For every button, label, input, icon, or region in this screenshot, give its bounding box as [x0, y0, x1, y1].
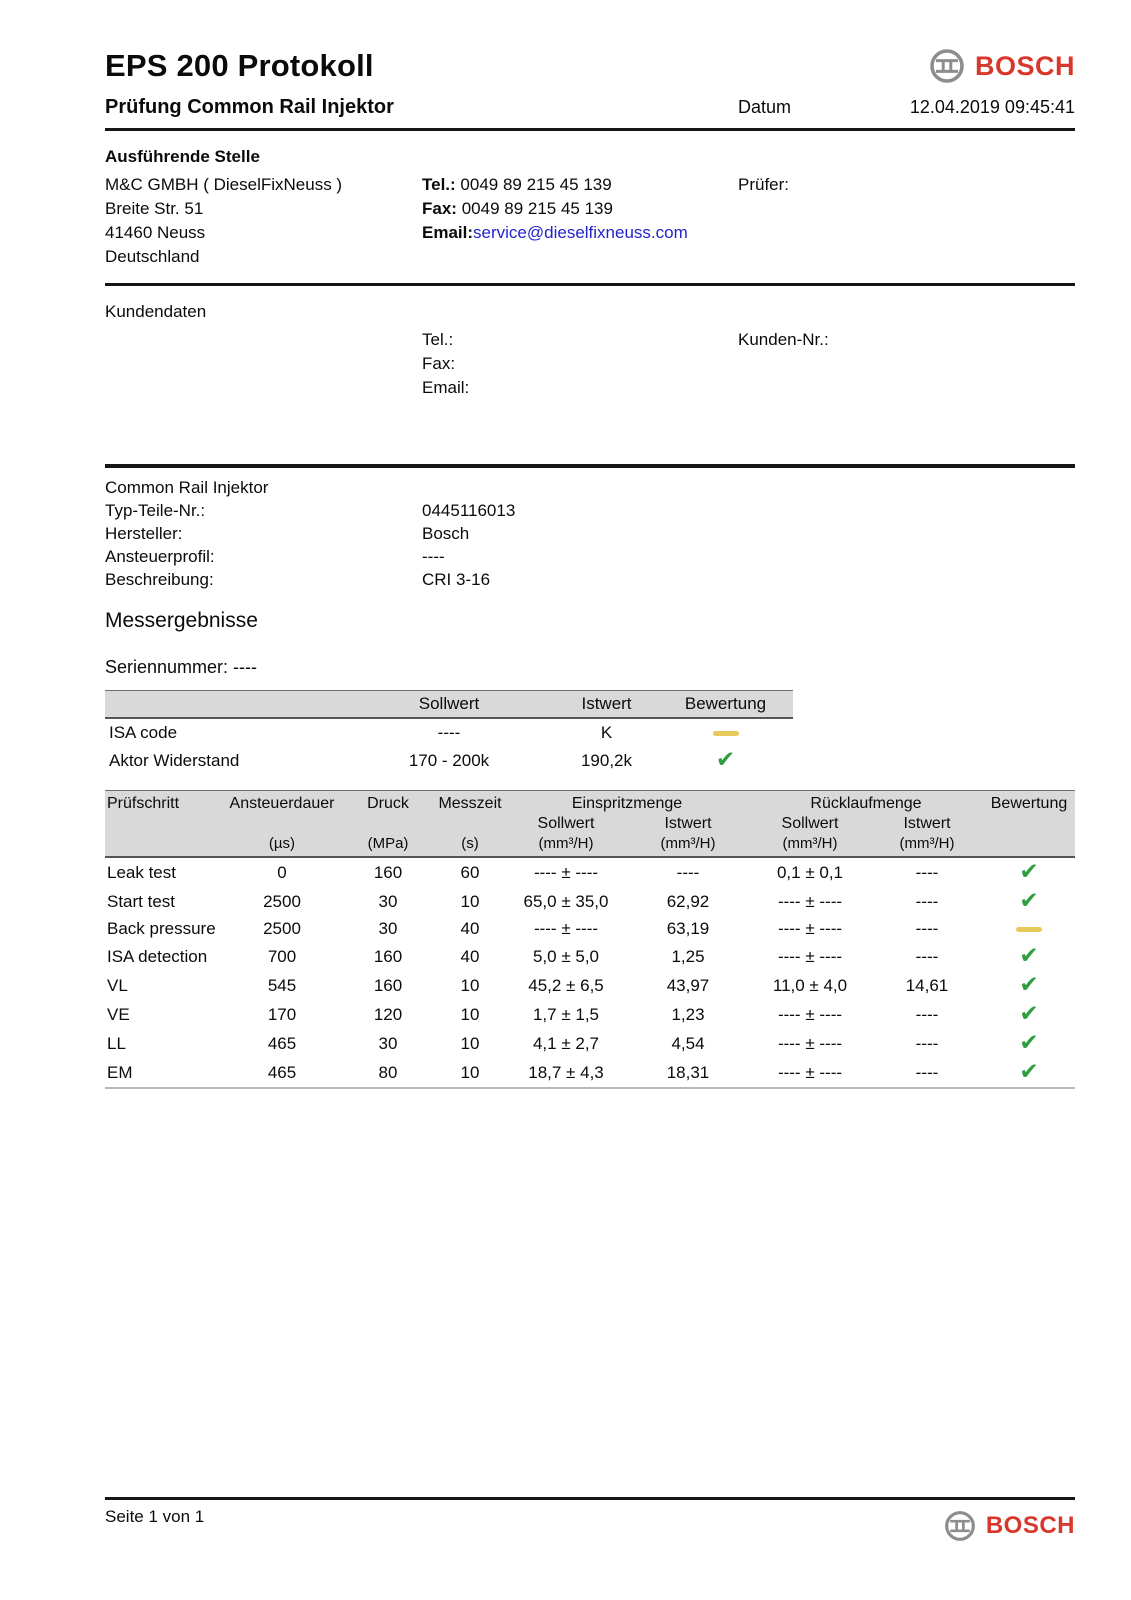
unit-cell-empty [105, 834, 223, 857]
table-cell: EM [105, 1058, 223, 1088]
table-cell: 160 [373, 862, 403, 882]
table-cell: ---- ± ---- [777, 946, 843, 966]
table-cell: Back pressure [107, 919, 216, 938]
header-cell-empty [105, 691, 343, 719]
evaluation-icon [1019, 945, 1038, 968]
performer-heading: Ausführende Stelle [105, 147, 260, 166]
evaluation-icon [716, 749, 735, 772]
subheader-istwert: Istwert [627, 814, 749, 834]
header-cell-empty [223, 814, 341, 834]
evaluation-icon [713, 724, 739, 741]
footer [105, 1497, 1075, 1542]
table-cell: ---- ± ---- [533, 919, 599, 938]
table-row [105, 1029, 1075, 1058]
header-group-einspritzmenge: Einspritzmenge [505, 791, 749, 815]
date-label: Datum [738, 97, 792, 117]
subtitle-row [105, 96, 1075, 119]
table-cell: 0 [277, 862, 287, 882]
header-cell-messzeit: Messzeit [435, 791, 505, 815]
table-cell: ---- ± ---- [777, 919, 843, 938]
injector-field-row [105, 545, 1075, 568]
table-row [105, 745, 793, 774]
table-cell: 65,0 ± 35,0 [523, 891, 609, 911]
table-cell: Aktor Widerstand [109, 750, 240, 770]
table-cell: 10 [435, 1058, 505, 1088]
customer-number [738, 328, 1075, 400]
table-row [105, 971, 1075, 1000]
subheader-sollwert: Sollwert [505, 814, 627, 834]
email-link[interactable]: service@dieselfixneuss.com [473, 223, 688, 242]
customer-email-label: Email: [422, 378, 470, 397]
bosch-armature-icon [944, 1510, 976, 1542]
injector-field-row [105, 499, 1075, 522]
page-number: Seite 1 von 1 [105, 1507, 205, 1526]
table-cell: 2500 [263, 891, 301, 911]
table-cell: VL [107, 975, 128, 995]
table-cell: 30 [378, 919, 398, 938]
address-line: M&C GMBH ( DieselFixNeuss ) [105, 175, 343, 194]
evaluation-icon [1019, 974, 1038, 997]
header-cell-sollwert: Sollwert [343, 691, 555, 719]
table-cell: ---- ± ---- [777, 1004, 843, 1024]
date-block [738, 97, 1075, 118]
address-line: Breite Str. 51 [105, 199, 204, 218]
tel-label: Tel.: [422, 175, 456, 194]
table-cell: 160 [373, 946, 403, 966]
table-cell: 2500 [263, 919, 301, 938]
table-cell: ---- [915, 1004, 939, 1024]
field-label: Beschreibung: [105, 570, 214, 589]
table-row [105, 887, 1075, 916]
email-label: Email: [422, 223, 474, 242]
table-cell: 4,1 ± 2,7 [532, 1033, 600, 1053]
fax-label: Fax: [422, 199, 457, 218]
header-group-ruecklaufmenge: Rücklaufmenge [749, 791, 983, 815]
table-cell [983, 942, 1075, 971]
header-cell-empty [341, 814, 435, 834]
injector-section [105, 468, 1075, 591]
tel-value: 0049 89 215 45 139 [460, 175, 612, 194]
table-cell: 1,7 ± 1,5 [532, 1004, 600, 1024]
header-cell-empty [983, 814, 1075, 834]
table-row [105, 916, 1075, 942]
results-heading: Messergebnisse [105, 609, 258, 632]
table-cell: 80 [341, 1058, 435, 1088]
header-cell-istwert: Istwert [555, 691, 658, 719]
pruefer-label: Prüfer: [738, 175, 790, 194]
unit-cell-mpa: (MPa) [341, 834, 435, 857]
header-cell-bewertung: Bewertung [658, 691, 793, 719]
table-cell: 465 [223, 1058, 341, 1088]
table-cell: ---- [871, 1058, 983, 1088]
table-subheader-row [105, 814, 1075, 834]
address-line: 41460 Neuss [105, 223, 206, 242]
table-cell: 545 [267, 975, 297, 995]
field-value: CRI 3-16 [422, 570, 491, 589]
summary-table [105, 690, 793, 774]
header-cell-druck: Druck [341, 791, 435, 815]
bosch-logo-footer [944, 1510, 1075, 1542]
bosch-armature-icon [929, 48, 965, 84]
table-row [105, 1058, 1075, 1088]
table-cell: 10 [460, 1033, 480, 1053]
date-value: 12.04.2019 09:45:41 [909, 97, 1075, 117]
table-cell: 10 [460, 891, 480, 911]
table-cell: 1,25 [671, 946, 705, 966]
table-cell: ISA code [109, 723, 178, 742]
table-cell: ---- [915, 1033, 939, 1053]
table-cell: ---- [915, 862, 939, 882]
evaluation-icon [1016, 920, 1042, 937]
table-cell: 40 [460, 946, 480, 966]
header-cell-ansteuerdauer: Ansteuerdauer [223, 791, 341, 815]
document-subtitle: Prüfung Common Rail Injektor [105, 96, 394, 118]
unit-cell-us: (µs) [223, 834, 341, 857]
customer-fax-label: Fax: [422, 354, 456, 373]
table-cell: 120 [373, 1004, 403, 1024]
table-cell [983, 887, 1075, 916]
injector-heading: Common Rail Injektor [105, 478, 269, 497]
table-cell: 18,7 ± 4,3 [505, 1058, 627, 1088]
performer-section [105, 131, 1075, 281]
table-row [105, 942, 1075, 971]
injector-field-row [105, 568, 1075, 591]
address-line: Deutschland [105, 247, 200, 266]
table-cell: ---- [676, 862, 700, 882]
fax-value: 0049 89 215 45 139 [461, 199, 613, 218]
page-title: EPS 200 Protokoll [105, 48, 374, 83]
table-header-row [105, 791, 1075, 815]
table-cell: 465 [267, 1033, 297, 1053]
header-cell-empty [435, 814, 505, 834]
table-cell [983, 1058, 1075, 1088]
bosch-logo [929, 48, 1075, 84]
unit-cell-mm3h: (mm³/H) [871, 834, 983, 857]
customer-section [105, 286, 1075, 464]
table-cell [983, 916, 1075, 942]
table-cell: 62,92 [666, 891, 710, 911]
table-cell: ---- ± ---- [777, 891, 843, 911]
table-cell: 1,23 [671, 1004, 705, 1024]
table-cell: 40 [460, 919, 480, 938]
unit-cell-mm3h: (mm³/H) [505, 834, 627, 857]
table-cell: ---- ± ---- [777, 1033, 843, 1053]
table-cell: Leak test [107, 862, 176, 882]
performer-examiner [738, 173, 1075, 269]
evaluation-icon [1019, 1003, 1038, 1026]
header-cell-empty [105, 814, 223, 834]
table-cell: ---- [437, 723, 461, 742]
bosch-wordmark: BOSCH [974, 50, 1075, 81]
table-cell: 18,31 [627, 1058, 749, 1088]
table-cell: 0,1 ± 0,1 [776, 862, 844, 882]
table-cell [983, 1000, 1075, 1029]
header-cell-pruefschritt: Prüfschritt [105, 791, 223, 815]
injector-field-row [105, 522, 1075, 545]
table-cell [658, 745, 793, 774]
table-cell: 10 [460, 1004, 480, 1024]
evaluation-icon [1019, 890, 1038, 913]
table-cell: 14,61 [905, 975, 949, 995]
unit-cell-mm3h: (mm³/H) [749, 834, 871, 857]
table-cell: 700 [267, 946, 297, 966]
table-cell [983, 971, 1075, 1000]
table-cell: ---- [915, 891, 939, 911]
table-cell: ---- ± ---- [749, 1058, 871, 1088]
table-row [105, 857, 1075, 887]
table-cell: 30 [378, 891, 398, 911]
table-cell [983, 857, 1075, 887]
field-value: 0445116013 [422, 501, 516, 520]
header [105, 48, 1075, 84]
tel-line [422, 173, 738, 197]
customer-address-empty [105, 328, 422, 400]
bosch-wordmark: BOSCH [985, 1512, 1075, 1539]
table-cell: 63,19 [666, 919, 710, 938]
table-cell: VE [107, 1004, 130, 1024]
table-cell: 160 [373, 975, 403, 995]
table-header-row [105, 691, 793, 719]
table-cell: 5,0 ± 5,0 [532, 946, 600, 966]
customer-contact [422, 328, 738, 400]
table-cell: ---- [915, 919, 939, 938]
table-cell: ---- [915, 946, 939, 966]
table-units-row [105, 834, 1075, 857]
header-cell-bewertung: Bewertung [983, 791, 1075, 815]
table-cell: ISA detection [107, 946, 208, 966]
evaluation-icon [1019, 861, 1038, 884]
table-cell: Start test [107, 891, 176, 911]
unit-cell-s: (s) [435, 834, 505, 857]
table-cell: 30 [378, 1033, 398, 1053]
table-cell: K [600, 723, 613, 742]
field-value: Bosch [422, 524, 470, 543]
field-label: Ansteuerprofil: [105, 547, 215, 566]
evaluation-icon [1019, 1061, 1038, 1084]
table-cell [983, 1029, 1075, 1058]
field-label: Typ-Teile-Nr.: [105, 501, 206, 520]
table-cell: 170 [267, 1004, 297, 1024]
table-row [105, 1000, 1075, 1029]
customer-heading: Kundendaten [105, 302, 207, 321]
subheader-istwert: Istwert [871, 814, 983, 834]
table-cell: LL [107, 1033, 126, 1053]
table-cell: ---- ± ---- [533, 862, 599, 882]
field-value: ---- [422, 547, 445, 566]
field-label: Hersteller: [105, 524, 183, 543]
unit-cell-empty [983, 834, 1075, 857]
measurement-table [105, 790, 1075, 1089]
table-cell: 4,54 [671, 1033, 705, 1053]
table-cell: 170 - 200k [408, 750, 490, 770]
performer-contact [422, 173, 738, 269]
customer-no-label: Kunden-Nr.: [738, 330, 829, 349]
unit-cell-mm3h: (mm³/H) [627, 834, 749, 857]
evaluation-icon [1019, 1032, 1038, 1055]
table-cell: 190,2k [580, 750, 633, 770]
table-row [105, 718, 793, 745]
fax-line [422, 197, 738, 221]
subheader-sollwert: Sollwert [749, 814, 871, 834]
table-cell: 10 [460, 975, 480, 995]
table-cell: 60 [460, 862, 480, 882]
table-cell: 45,2 ± 6,5 [528, 975, 604, 995]
table-cell: 11,0 ± 4,0 [772, 975, 848, 995]
table-cell: 43,97 [666, 975, 710, 995]
email-line [422, 221, 738, 245]
customer-tel-label: Tel.: [422, 330, 454, 349]
table-cell [658, 718, 793, 745]
performer-address [105, 173, 422, 269]
serial-number-line: Seriennummer: ---- [105, 657, 258, 677]
